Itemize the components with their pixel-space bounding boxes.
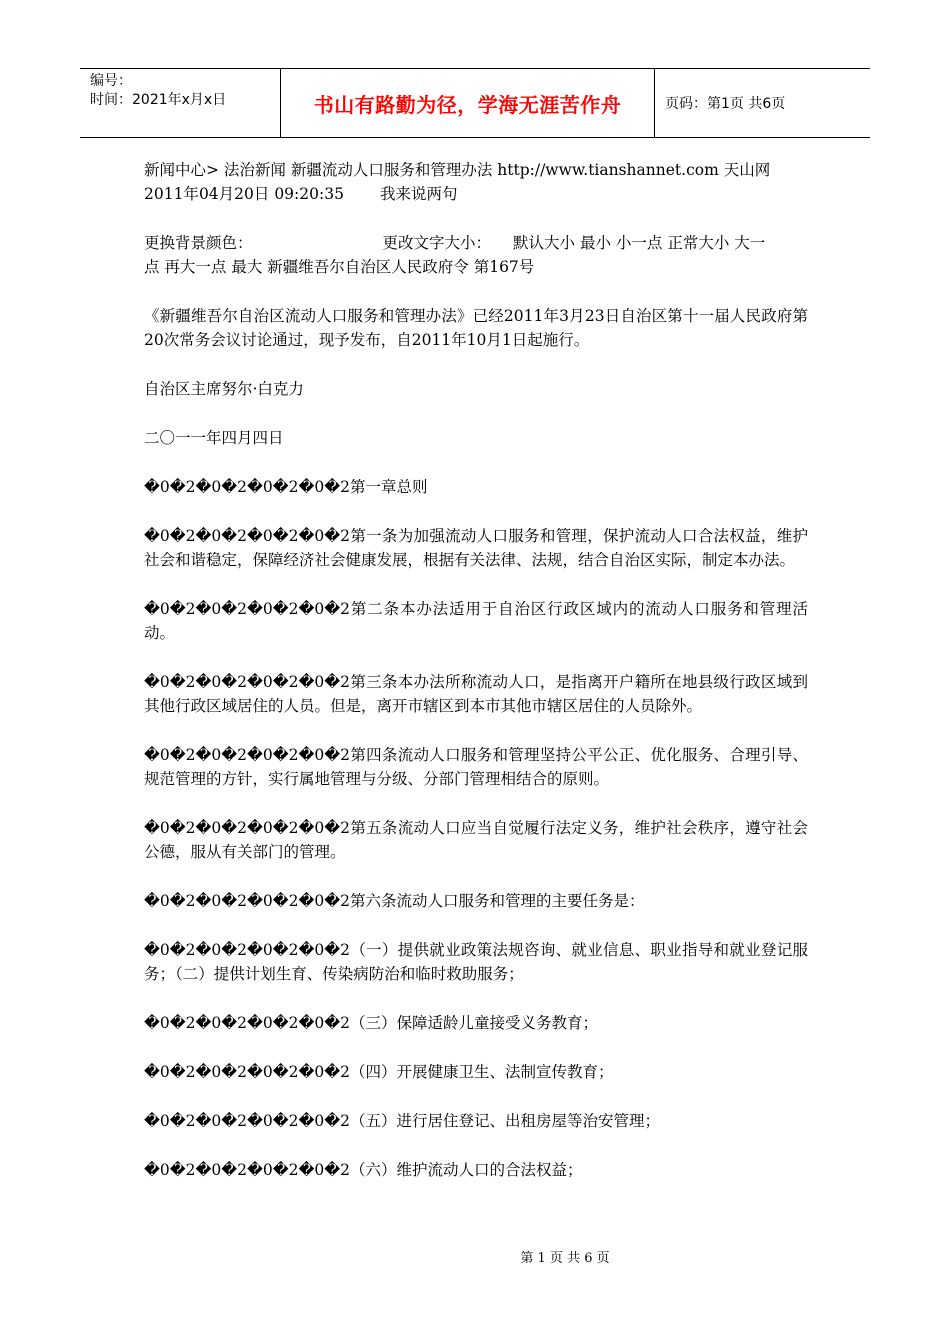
chapter-heading: �0�2�0�2�0�2�0�2第一章总则 bbox=[144, 478, 428, 496]
controls-block bbox=[144, 231, 808, 279]
header-left-cell bbox=[80, 69, 281, 137]
publish-datetime: 2011年04月20日 09:20:35 bbox=[144, 185, 344, 203]
article-6-item-6: �0�2�0�2�0�2�0�2（六）维护流动人口的合法权益； bbox=[144, 1161, 583, 1179]
intro-paragraph: 《新疆维吾尔自治区流动人口服务和管理办法》已经2011年3月23日自治区第十一届人民政府第20次常务会议讨论通过，现予发布，自2011年10月1日起施行。 bbox=[144, 307, 808, 349]
article-6-item-3: �0�2�0�2�0�2�0�2（三）保障适龄儿童接受义务教育； bbox=[144, 1014, 599, 1032]
number-label: 编号： bbox=[90, 73, 132, 89]
breadcrumb[interactable]: 新闻中心> 法治新闻 新疆流动人口服务和管理办法 http://www.tianshannet.com 天山网 bbox=[144, 161, 771, 179]
controls-line bbox=[144, 231, 808, 255]
comment-link[interactable]: 我来说两句 bbox=[379, 185, 458, 203]
page-footer: 第 1 页 共 6 页 bbox=[520, 1251, 610, 1266]
signer-paragraph: 自治区主席努尔·白克力 bbox=[144, 380, 304, 398]
page-header bbox=[80, 68, 870, 138]
article-2: �0�2�0�2�0�2�0�2第二条本办法适用于自治区行政区域内的流动人口服务和管理活动。 bbox=[144, 600, 808, 642]
meta-block bbox=[144, 158, 808, 206]
document-body bbox=[144, 158, 808, 1207]
article-6-item-5: �0�2�0�2�0�2�0�2（五）进行居住登记、出租房屋等治安管理； bbox=[144, 1112, 661, 1130]
header-motto: 书山有路勤为径，学海无涯苦作舟 bbox=[281, 69, 655, 137]
article-4: �0�2�0�2�0�2�0�2第四条流动人口服务和管理坚持公平公正、优化服务、合理引导、规范管理的方针，实行属地管理与分级、分部门管理相结合的原则。 bbox=[144, 746, 808, 788]
background-color-label: 更换背景颜色： bbox=[144, 234, 253, 252]
article-6: �0�2�0�2�0�2�0�2第六条流动人口服务和管理的主要任务是： bbox=[144, 892, 645, 910]
article-6-item-4: �0�2�0�2�0�2�0�2（四）开展健康卫生、法制宣传教育； bbox=[144, 1063, 614, 1081]
header-page-code: 页码：第1页 共6页 bbox=[665, 96, 786, 112]
article-1: �0�2�0�2�0�2�0�2第一条为加强流动人口服务和管理，保护流动人口合法权益，维护社会和谐稳定，保障经济社会健康发展，根据有关法律、法规，结合自治区实际，制定本办法。 bbox=[144, 527, 808, 569]
font-size-options-continued[interactable]: 点 再大一点 最大 新疆维吾尔自治区人民政府令 第167号 bbox=[144, 258, 535, 276]
publish-line bbox=[144, 182, 808, 206]
article-3: �0�2�0�2�0�2�0�2第三条本办法所称流动人口，是指离开户籍所在地县级行政区域到其他行政区域居住的人员。但是，离开市辖区到本市其他市辖区居住的人员除外。 bbox=[144, 673, 808, 715]
time-label: 时间：2021年x月x日 bbox=[90, 92, 227, 108]
date-paragraph: 二〇一一年四月四日 bbox=[144, 429, 284, 447]
article-5: �0�2�0�2�0�2�0�2第五条流动人口应当自觉履行法定义务，维护社会秩序，遵守社会公德，服从有关部门的管理。 bbox=[144, 819, 808, 861]
font-size-label: 更改文字大小： bbox=[382, 234, 492, 252]
article-6-item-1-2: �0�2�0�2�0�2�0�2（一）提供就业政策法规咨询、就业信息、职业指导和就业登记服务；（二）提供计划生育、传染病防治和临时救助服务； bbox=[144, 941, 808, 983]
font-size-options[interactable]: 默认大小 最小 小一点 正常大小 大一 bbox=[513, 234, 766, 252]
